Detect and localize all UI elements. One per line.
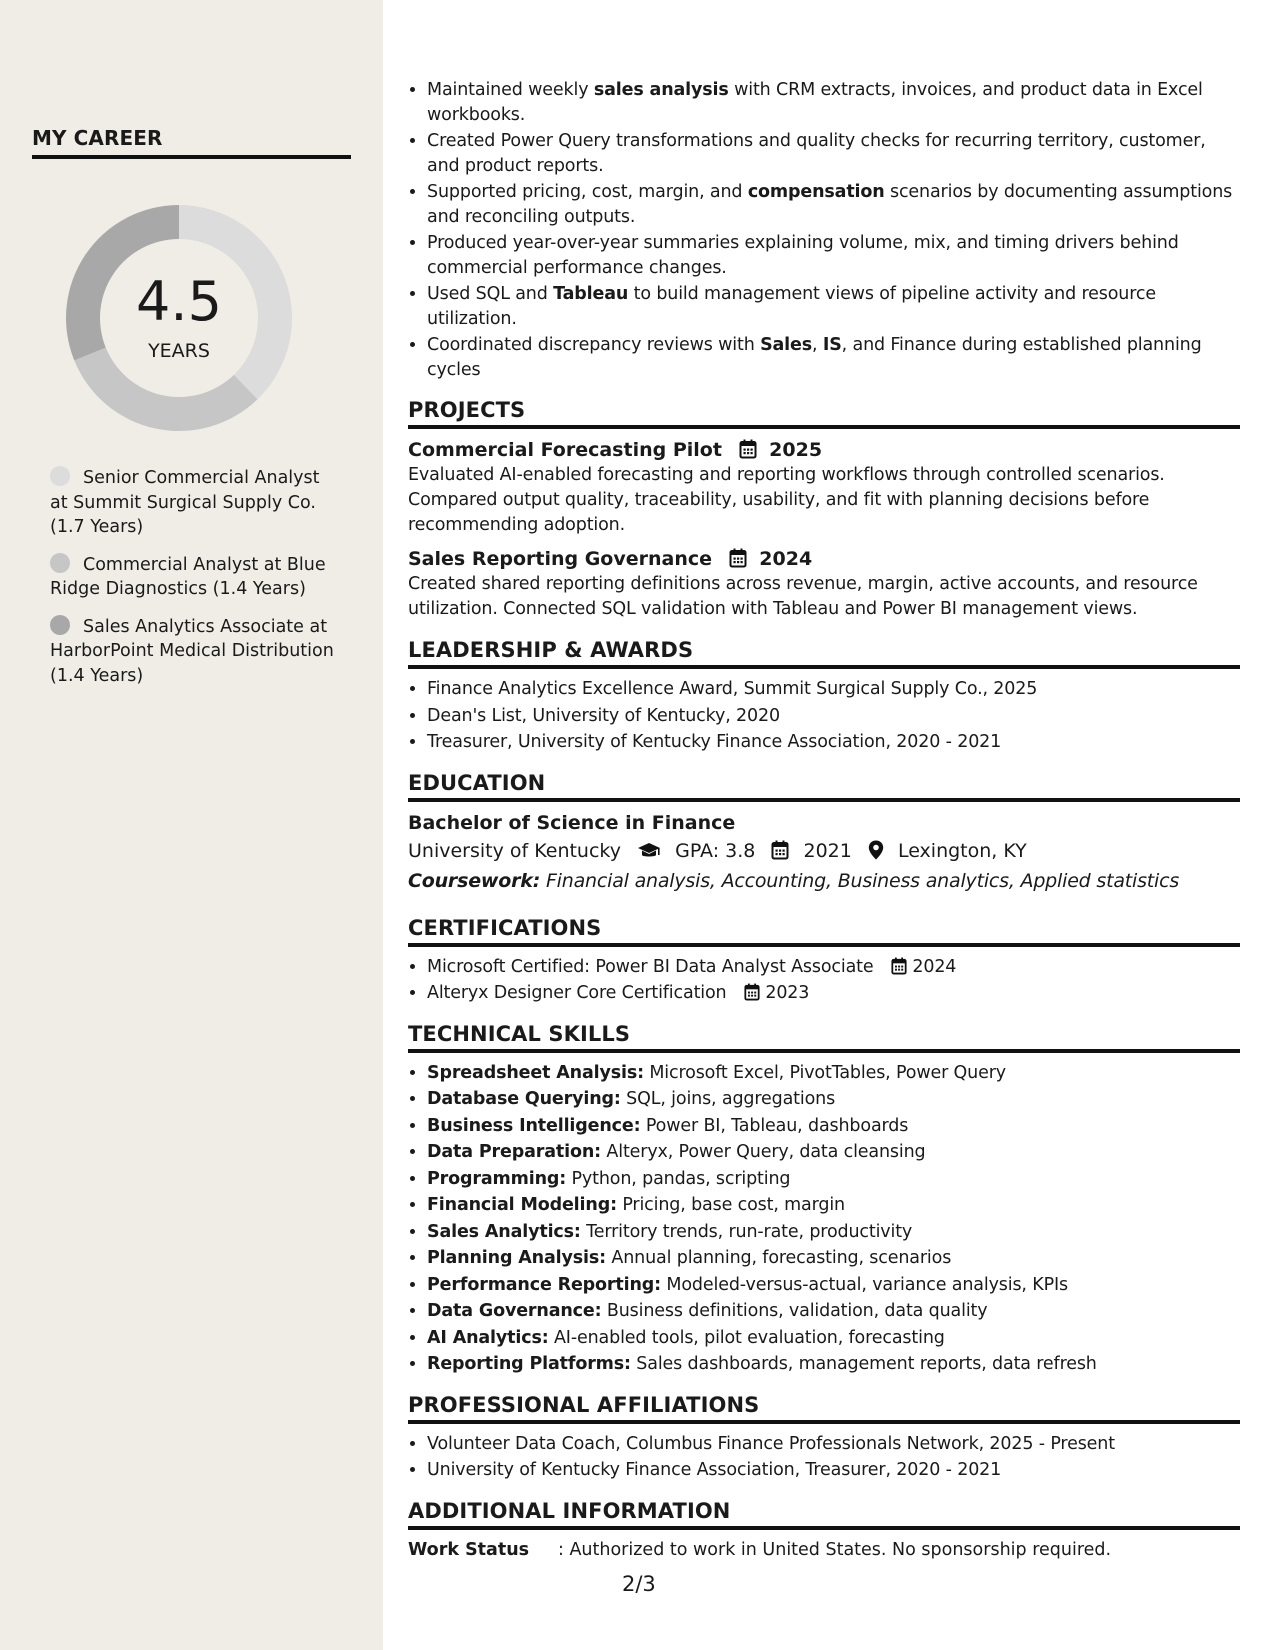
skill-label: Business Intelligence: (427, 1115, 641, 1136)
page-number: 2/3 (622, 1572, 656, 1596)
education-location: Lexington, KY (897, 839, 1027, 862)
skill-value: Territory trends, run-rate, productivity (580, 1221, 913, 1242)
calendar-icon (891, 957, 907, 975)
certification-date (744, 983, 809, 1003)
certification-year: 2024 (912, 956, 957, 977)
project-name: Sales Reporting Governance (408, 548, 713, 570)
bullet-keyword: Sales (760, 335, 813, 355)
bullet-text: Created Power Query transformations and quality checks for recurring territory, customer, and product reports. (427, 131, 1206, 176)
bullet-text: Coordinated discrepancy reviews with (427, 335, 761, 355)
section-heading-leadership: LEADERSHIP & AWARDS (408, 638, 1240, 669)
skill-label: Sales Analytics: (427, 1221, 581, 1242)
calendar-icon (729, 548, 747, 568)
project-year: 2025 (769, 439, 823, 461)
skill-item (427, 1352, 1240, 1377)
certification-year: 2023 (765, 983, 810, 1003)
project-description: Evaluated AI-enabled forecasting and reporting workflows through controlled scenarios. Compared output quality, traceability, usability, and fit with planning decisions before recommending adoption. (408, 465, 1165, 535)
skill-value: Business definitions, validation, data quality (601, 1301, 988, 1321)
leadership-list (408, 677, 1240, 755)
section-heading-skills: TECHNICAL SKILLS (408, 1022, 1240, 1053)
career-item-text: Sales Analytics Associate at HarborPoint Medical Distribution (1.4 Years) (50, 616, 334, 686)
bullet-keyword: sales analysis (593, 80, 729, 100)
career-list (50, 466, 340, 701)
career-item (50, 553, 340, 602)
certification-name: Alteryx Designer Core Certification (427, 983, 727, 1003)
section-heading-projects: PROJECTS (408, 398, 1240, 429)
skill-item (427, 1220, 1240, 1245)
certification-item (427, 981, 1240, 1006)
skill-item (427, 1273, 1240, 1298)
sidebar (0, 0, 383, 1650)
skill-value: Pricing, base cost, margin (616, 1195, 845, 1215)
graduation-cap-icon (637, 842, 661, 860)
skill-item (427, 1087, 1240, 1112)
skill-label: AI Analytics: (427, 1327, 549, 1348)
skill-value: Alteryx, Power Query, data cleansing (601, 1142, 926, 1162)
bullet-text: Produced year-over-year summaries explaining volume, mix, and timing drivers behind commercial performance changes. (427, 233, 1179, 278)
skill-item (427, 1167, 1240, 1192)
section-heading-education: EDUCATION (408, 771, 1240, 802)
section-heading-additional: ADDITIONAL INFORMATION (408, 1499, 1240, 1530)
leadership-item: • Finance Analytics Excellence Award, Summit Surgical Supply Co., 2025 (427, 677, 1240, 702)
experience-bullet (427, 282, 1240, 331)
project-name: Commercial Forecasting Pilot (408, 439, 722, 461)
skill-label: Programming: (427, 1168, 567, 1189)
skill-value: Power BI, Tableau, dashboards (640, 1115, 909, 1136)
work-status-value: : Authorized to work in United States. No sponsorship required. (558, 1539, 1112, 1560)
skill-value: Python, pandas, scripting (566, 1168, 791, 1189)
skill-label: Data Preparation: (427, 1142, 601, 1162)
leadership-item: • Dean's List, University of Kentucky, 2020 (427, 704, 1240, 729)
skills-list (408, 1061, 1240, 1377)
skill-label: Data Governance: (427, 1301, 602, 1321)
skill-label: Reporting Platforms: (427, 1354, 631, 1374)
skill-label: Planning Analysis: (427, 1248, 606, 1268)
career-item (50, 615, 340, 689)
career-item-text: Commercial Analyst at Blue Ridge Diagnostics (1.4 Years) (50, 554, 326, 599)
certification-item (427, 955, 1240, 980)
map-pin-icon (868, 840, 884, 860)
total-years-unit: YEARS (148, 340, 210, 362)
legend-dot-icon (50, 615, 70, 635)
bullet-text: , and Finance during established planning cycles (427, 335, 1202, 380)
education-coursework (408, 866, 1240, 896)
coursework-value: Financial analysis, Accounting, Business analytics, Applied statistics (545, 869, 1180, 892)
bullet-text: Supported pricing, cost, margin, and (427, 182, 748, 202)
skill-value: Microsoft Excel, PivotTables, Power Query (643, 1062, 1006, 1083)
calendar-icon (739, 439, 757, 459)
experience-bullet (427, 333, 1240, 382)
experience-bullet (427, 129, 1240, 178)
skill-label: Database Querying: (427, 1089, 621, 1109)
certification-date (891, 957, 956, 977)
legend-dot-icon (50, 553, 70, 573)
career-title: MY CAREER (32, 126, 351, 159)
skill-item (427, 1193, 1240, 1218)
coursework-label: Coursework: (408, 869, 541, 892)
work-status-label: Work Status (408, 1539, 530, 1560)
skill-value: Modeled-versus-actual, variance analysis, KPIs (661, 1274, 1068, 1295)
main-content (408, 78, 1240, 1562)
bullet-text: Used SQL and (427, 284, 554, 304)
certification-name: Microsoft Certified: Power BI Data Analyst Associate (427, 956, 874, 977)
education-degree: Bachelor of Science in Finance (408, 811, 736, 834)
skill-label: Performance Reporting: (427, 1274, 662, 1295)
career-item-text: Senior Commercial Analyst at Summit Surgical Supply Co. (1.7 Years) (50, 468, 320, 537)
experience-bullet (427, 180, 1240, 229)
bullet-text: scenarios by documenting assumptions and reconciling outputs. (427, 182, 1233, 227)
skill-item (427, 1140, 1240, 1165)
bullet-keyword: IS (822, 335, 842, 355)
education-meta (408, 836, 1240, 866)
skill-value: Sales dashboards, management reports, data refresh (630, 1354, 1097, 1374)
bullet-text: to build management views of pipeline activity and resource utilization. (427, 284, 1156, 329)
work-status-row (408, 1538, 1240, 1562)
project-title-line (408, 546, 1240, 572)
experience-bullet (427, 78, 1240, 127)
bullet-keyword: compensation (747, 182, 885, 202)
skill-item (427, 1246, 1240, 1271)
education-year: 2021 (803, 839, 852, 862)
calendar-icon (771, 840, 789, 860)
experience-bullets (408, 78, 1240, 382)
bullet-keyword: Tableau (553, 284, 629, 304)
skill-value: SQL, joins, aggregations (620, 1089, 836, 1109)
skill-label: Financial Modeling: (427, 1195, 617, 1215)
skill-item (427, 1114, 1240, 1139)
education-school: University of Kentucky (408, 839, 621, 862)
education-gpa: GPA: 3.8 (675, 839, 756, 862)
project-title-line (408, 437, 1240, 463)
bullet-text: with CRM extracts, invoices, and product data in Excel workbooks. (427, 80, 1203, 125)
skill-item (427, 1299, 1240, 1324)
experience-bullet (427, 231, 1240, 280)
career-item (50, 466, 340, 540)
leadership-item: • Treasurer, University of Kentucky Finance Association, 2020 - 2021 (427, 730, 1240, 755)
skill-value: AI-enabled tools, pilot evaluation, forecasting (548, 1327, 945, 1348)
section-heading-certifications: CERTIFICATIONS (408, 916, 1240, 947)
bullet-text: , (812, 335, 823, 355)
project-item (408, 437, 1240, 538)
affiliation-item: • University of Kentucky Finance Association, Treasurer, 2020 - 2021 (427, 1458, 1240, 1483)
skill-item (427, 1061, 1240, 1086)
skill-item (427, 1326, 1240, 1351)
affiliation-item: • Volunteer Data Coach, Columbus Finance Professionals Network, 2025 - Present (427, 1432, 1240, 1457)
certifications-list (408, 955, 1240, 1006)
affiliations-list (408, 1432, 1240, 1483)
section-heading-affiliations: PROFESSIONAL AFFILIATIONS (408, 1393, 1240, 1424)
legend-dot-icon (50, 466, 70, 486)
total-years-value: 4.5 (136, 270, 222, 333)
calendar-icon (744, 983, 760, 1001)
project-description: Created shared reporting definitions across revenue, margin, active accounts, and resource utilization. Connected SQL validation with Tableau and Power BI management views. (408, 574, 1198, 619)
project-year: 2024 (759, 548, 813, 570)
bullet-text: Maintained weekly (427, 80, 594, 100)
skill-value: Annual planning, forecasting, scenarios (605, 1248, 952, 1268)
project-item (408, 546, 1240, 622)
skill-label: Spreadsheet Analysis: (427, 1062, 644, 1083)
